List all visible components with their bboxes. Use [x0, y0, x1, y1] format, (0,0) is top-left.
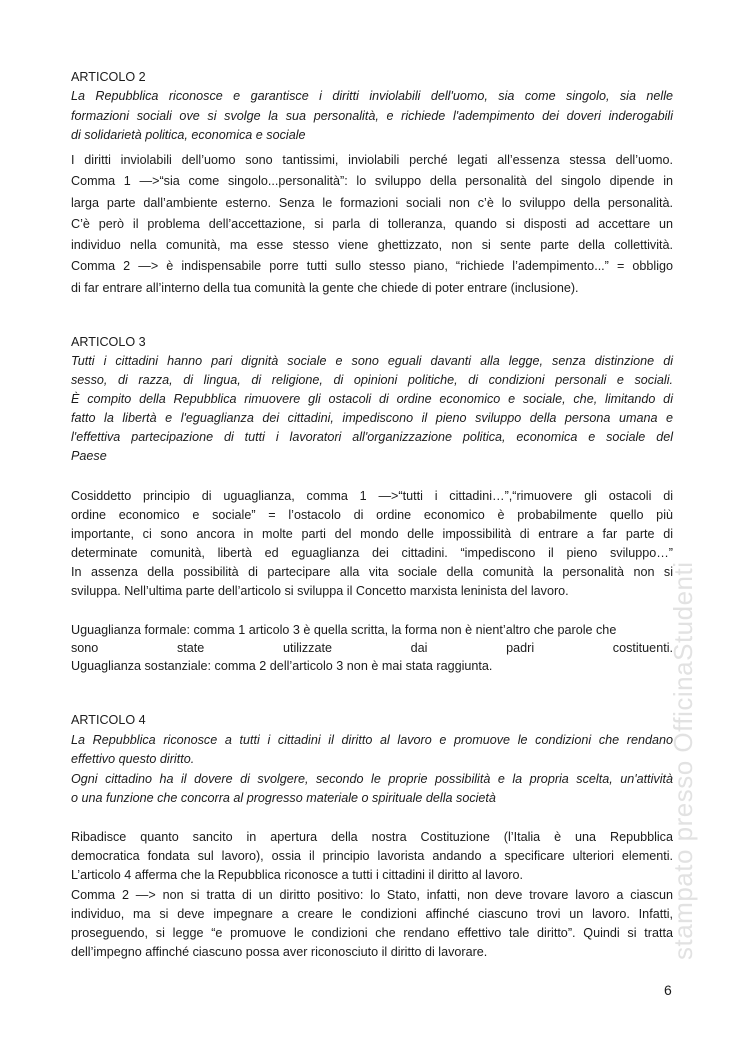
text-line: importante, ci sono ancora in molte parti del mondo delle impossibilità di entrare a far parte di [71, 527, 673, 541]
text-line: La Repubblica riconosce a tutti i cittadini il diritto al lavoro e promuove le condizioni che rendano [71, 733, 673, 747]
text-line: Comma 2 —> non si tratta di un diritto positivo: lo Stato, infatti, non deve trovare lavoro a ciascun [71, 887, 673, 902]
text-line: larga parte dall’ambiente esterno. Senza le formazioni sociali non c’è lo sviluppo della personalità. [71, 195, 673, 210]
text-line: sesso, di razza, di lingua, di religione, di opinioni politiche, di condizioni personali e sociali. [71, 373, 673, 387]
article-4-commentary [71, 828, 673, 962]
text-line: Comma 2 —> è indispensabile porre tutti sullo stesso piano, “richiede l’adempimento...” = obbligo [71, 259, 673, 274]
text-line: individuo nella comunità, ma esse stesso viene ghettizzato, non si sente parte della collettività. [71, 238, 673, 253]
text-line: di far entrare all’interno della tua comunità la gente che chiede di poter entrare (inclusione). [71, 280, 579, 295]
text-line: Uguaglianza formale: comma 1 articolo 3 è quella scritta, la forma non è nient’altro che parole che [71, 623, 617, 637]
article-3-equality-notes [71, 621, 673, 675]
text-line: Ogni cittadino ha il dovere di svolgere, secondo le proprie possibilità e la propria scelta, un'attività [71, 771, 673, 786]
text-line: o una funzione che concorra al progresso materiale o spirituale della società [71, 790, 496, 805]
watermark: stampato presso OfficinaStudenti [668, 561, 698, 960]
article-2-heading: ARTICOLO 2 [71, 70, 146, 84]
text-line: L’articolo 4 afferma che la Repubblica riconosce a tutti i cittadini il diritto al lavoro. [71, 868, 523, 883]
article-3-heading: ARTICOLO 3 [71, 335, 146, 349]
text-line: sono state utilizzate dai padri costituenti. [71, 641, 673, 655]
text-line: effettivo questo diritto. [71, 752, 195, 767]
text-line: determinate comunità, libertà ed eguaglianza dei cittadini. “impediscono il pieno sviluppo…” [71, 546, 673, 560]
article-4-heading: ARTICOLO 4 [71, 713, 146, 727]
article-2-commentary [71, 150, 673, 299]
text-line: Paese [71, 449, 107, 463]
article-2-text [71, 87, 673, 146]
text-line: Ribadisce quanto sancito in apertura della nostra Costituzione (l’Italia è una Repubblica [71, 830, 673, 844]
text-line: In assenza della possibilità di partecipare alla vita sociale della comunità la personalità non si [71, 565, 673, 579]
text-line: La Repubblica riconosce e garantisce i diritti inviolabili dell'uomo, sia come singolo, sia nelle [71, 89, 673, 103]
article-3-text [71, 352, 673, 466]
text-line: È compito della Repubblica rimuovere gli ostacoli di ordine economico e sociale, che, limitando di [71, 392, 673, 406]
text-line: C’è però il problema dell’accettazione, si parla di tolleranza, quando si disposti ad accettare un [71, 216, 673, 231]
text-line: ordine economico e sociale” = l’ostacolo di ordine economico è probabilmente quello più [71, 508, 673, 522]
text-line: formazioni sociali ove si svolge la sua personalità, e richiede l'adempimento dei doveri inderogabili [71, 108, 673, 123]
text-line: sviluppa. Nell’ultima parte dell’articolo si sviluppa il Concetto marxista leninista del lavoro. [71, 584, 569, 598]
text-line: democratica fondata sul lavoro), ossia il principio lavorista andando a specificare ulteriori elementi. [71, 849, 673, 864]
page-number: 6 [664, 982, 672, 998]
text-line: individuo, ma si deve impegnare a creare le condizioni affinché ciascuno trovi un lavoro. Infatti, [71, 906, 673, 921]
article-3-commentary [71, 487, 673, 601]
text-line: dell’impegno affinché ciascuno possa aver riconosciuto il diritto di lavorare. [71, 945, 488, 960]
text-line: Tutti i cittadini hanno pari dignità sociale e sono eguali davanti alla legge, senza distinzione di [71, 354, 673, 368]
text-line: I diritti inviolabili dell’uomo sono tantissimi, inviolabili perché legati all’essenza stessa dell’uomo. [71, 153, 673, 167]
article-4-text [71, 731, 673, 808]
text-line: Cosiddetto principio di uguaglianza, comma 1 —>“tutti i cittadini…”,“rimuovere gli ostacoli di [71, 489, 673, 503]
text-line: l'effettiva partecipazione di tutti i lavoratori all'organizzazione politica, economica e sociale del [71, 430, 673, 444]
text-line: Uguaglianza sostanziale: comma 2 dell’articolo 3 non è mai stata raggiunta. [71, 659, 493, 673]
text-line: fatto la libertà e l'eguaglianza dei cittadini, impediscono il pieno sviluppo della persona umana e [71, 411, 673, 425]
text-line: di solidarietà politica, economica e sociale [71, 128, 306, 142]
text-line: Comma 1 —>“sia come singolo...personalità”: lo sviluppo della personalità del singolo dipende in [71, 174, 673, 189]
text-line: proseguendo, si legge “e promuove le condizioni che rendano effettivo tale diritto”. Quindi si tratta [71, 925, 673, 940]
